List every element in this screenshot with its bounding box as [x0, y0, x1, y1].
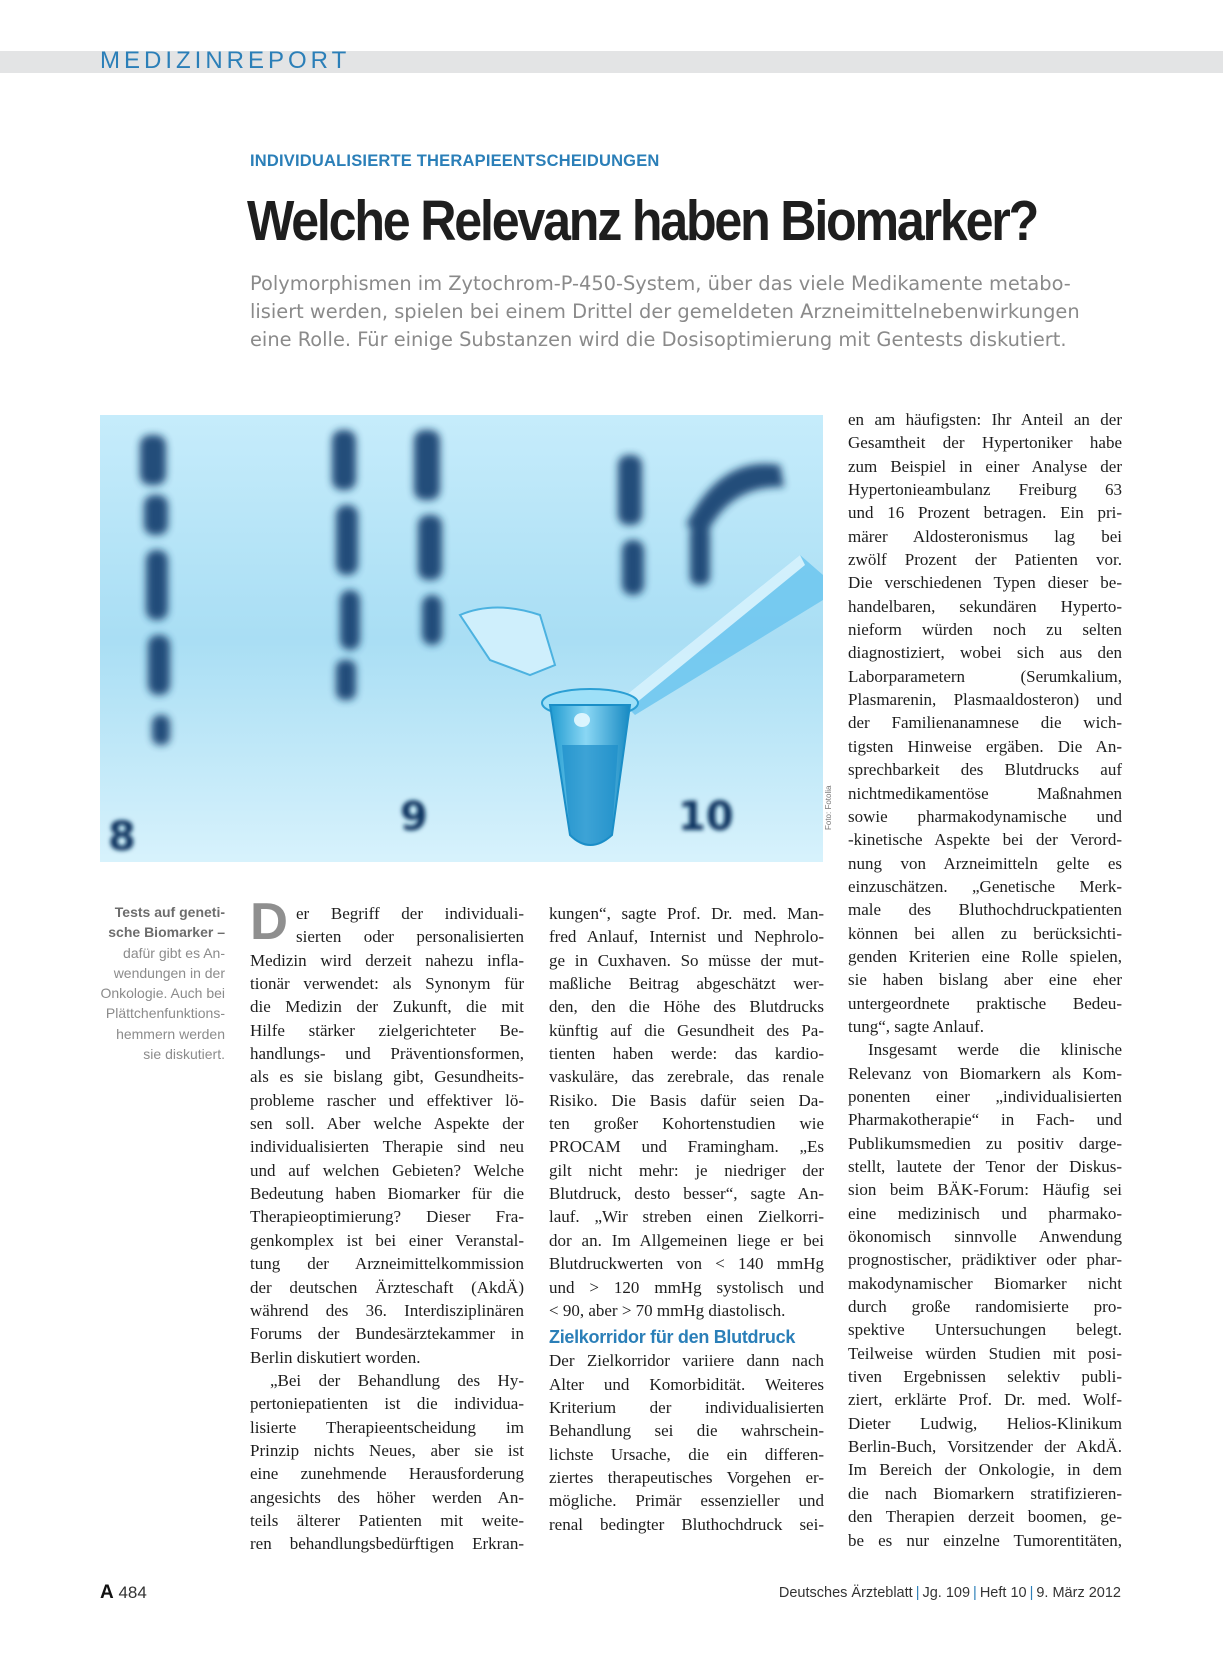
text-line: sowie pharmakodynamische und — [848, 806, 1122, 826]
journal-name: Deutsches Ärzteblatt — [778, 1585, 913, 1601]
text-line: die nach Biomarkern stratifizieren- — [848, 1483, 1122, 1503]
text-line: genden Kriterien eine Rolle spielen, — [848, 946, 1122, 966]
article-photo — [100, 415, 823, 862]
text-line: Berlin-Buch, Vorsitzender der AkdÄ. — [848, 1437, 1122, 1457]
body-column-1 — [250, 902, 524, 1556]
text-line: Relevanz von Biomarkern als Kom- — [848, 1063, 1122, 1083]
text-line: -kinetische Aspekte bei der Verord- — [848, 830, 1122, 850]
text-line: Gesamtheit der Hypertoniker habe — [848, 433, 1122, 453]
text-line: ziert, erklärte Prof. Dr. med. Wolf- — [848, 1390, 1122, 1410]
text-line: Hypertonieambulanz Freiburg 63 — [848, 480, 1122, 500]
text-line: die Medizin der Zukunft, die mit — [250, 997, 524, 1017]
text-line: können bei allen zu berücksichti- — [848, 923, 1122, 943]
text-line: mögliche. Primär essenzieller und — [549, 1491, 824, 1511]
text-line: Pharmakotherapie“ in Fach- und — [848, 1110, 1122, 1130]
text-line: Behandlung sei die wahrschein- — [549, 1421, 824, 1441]
text-line: genkomplex ist bei einer Veranstal- — [250, 1230, 524, 1250]
text-line: tionär verwendet: als Synonym für — [250, 974, 524, 994]
caption-line: Onkologie. Auch bei — [100, 985, 225, 1002]
text-line: Die verschiedenen Typen dieser be- — [848, 573, 1122, 593]
text-line: Kriterium der individualisierten — [549, 1397, 824, 1417]
photo-number-middle: 9 — [400, 794, 428, 840]
text-line: Therapieoptimierung? Dieser Fra- — [250, 1207, 524, 1227]
text-line: diagnostiziert, wobei sich aus den — [848, 643, 1122, 663]
issue: Heft 10 — [979, 1585, 1027, 1601]
text-line: und > 120 mmHg systolisch und — [549, 1277, 824, 1297]
text-line: lisierte Therapieentscheidung im — [250, 1417, 524, 1437]
article-title: Welche Relevanz haben Biomarker? — [247, 189, 1038, 253]
body-column-2 — [549, 902, 824, 1536]
text-line: en am häufigsten: Ihr Anteil an der — [848, 410, 1122, 429]
text-line: ziertes therapeutisches Vorgehen er- — [549, 1467, 824, 1487]
text-line: angesichts des höher werden An- — [250, 1487, 524, 1507]
text-line: nung von Arzneimitteln gelte es — [848, 853, 1122, 873]
text-line: spektive Untersuchungen belegt. — [848, 1320, 1122, 1340]
text-line: dor an. Im Allgemeinen liege er bei — [549, 1230, 824, 1250]
text-line: Der Zielkorridor variiere dann nach — [549, 1351, 824, 1371]
text-line: fred Anlauf, Internist und Nephrolo- — [549, 927, 824, 947]
caption-line: Tests auf geneti- — [114, 904, 225, 920]
publication-info: Deutsches Ärzteblatt | Jg. 109 | Heft 10 | 9. März 2012 — [778, 1585, 1121, 1601]
text-line: durch große randomisierte pro- — [848, 1297, 1122, 1317]
caption-line: Plättchenfunktions- — [105, 1005, 225, 1022]
text-line: sen soll. Aber welche Aspekte der — [250, 1114, 524, 1134]
text-line: Laborparametern (Serumkalium, — [848, 666, 1122, 686]
text-line: pertoniepatienten ist die individua- — [250, 1394, 524, 1414]
text-line: tiven Ergebnissen selektiv publi- — [848, 1367, 1122, 1387]
text-line: Teilweise würden Studien mit posi- — [848, 1343, 1122, 1363]
text-line: Forums der Bundesärztekammer in — [250, 1324, 524, 1344]
text-line: den Therapien derzeit boomen, ge- — [848, 1507, 1122, 1527]
text-line: handlungs- und Präventionsformen, — [250, 1044, 524, 1064]
caption-line: wendungen in der — [113, 964, 225, 981]
text-line: sion beim BÄK-Forum: Häufig sei — [848, 1180, 1122, 1200]
text-line: tigsten Hinweise ergäben. Die An- — [848, 736, 1122, 756]
text-line: gilt nicht mehr: je niedriger der — [549, 1160, 824, 1180]
issue-date: 9. März 2012 — [1036, 1585, 1121, 1601]
caption-line: dafür gibt es An- — [123, 944, 225, 961]
text-line: untergeordnete praktische Bedeu- — [848, 993, 1122, 1013]
text-line: eine zunehmende Herausforderung — [250, 1464, 524, 1484]
text-line: Berlin diskutiert worden. — [250, 1347, 421, 1367]
text-line: Blutdruck, desto besser“, sagte An- — [549, 1184, 824, 1204]
deck-line: lisiert werden, spielen bei einem Drittel der gemeldeten Arzneimittelnebenwirkungen — [250, 300, 1080, 323]
text-line: renal bedingter Bluthochdruck sei- — [549, 1514, 824, 1534]
text-line: < 90, aber > 70 mmHg diastolisch. — [549, 1300, 786, 1320]
text-line: kungen“, sagte Prof. Dr. med. Man- — [549, 904, 824, 923]
text-line: makodynamischer Biomarker nicht — [848, 1273, 1122, 1293]
text-line: ren behandlungsbedürftigen Erkran- — [250, 1534, 524, 1554]
text-line: Hilfe stärker zielgerichteter Be- — [250, 1020, 524, 1040]
deck-line: eine Rolle. Für einige Substanzen wird die Dosisoptimierung mit Gentests diskutiert. — [250, 328, 1067, 351]
text-line: künftig auf die Gesundheit des Pa- — [549, 1020, 824, 1040]
text-line: eine medizinisch und pharmako- — [848, 1203, 1122, 1223]
text-line: Alter und Komorbidität. Weiteres — [549, 1374, 824, 1394]
text-line: Prinzip nichts Neues, aber sie ist — [250, 1440, 524, 1460]
text-line: ge in Cuxhaven. So müsse der mut- — [549, 950, 824, 970]
page-prefix: A — [100, 1582, 114, 1603]
deck-line: Polymorphismen im Zytochrom-P-450-System, über das viele Medikamente metabo- — [250, 272, 1071, 295]
article-kicker: INDIVIDUALISIERTE THERAPIEENTSCHEIDUNGEN — [250, 152, 660, 170]
text-line: sprechbarkeit des Blutdrucks auf — [848, 760, 1122, 780]
text-line: sierten oder personalisierten — [296, 927, 524, 947]
text-line: nichtmedikamentöse Maßnahmen — [848, 783, 1122, 803]
text-line: Insgesamt werde die klinische — [868, 1040, 1122, 1060]
text-line: der deutschen Ärzteschaft (AkdÄ) — [250, 1277, 524, 1297]
text-line: ponenten einer „individualisierten — [848, 1086, 1122, 1106]
text-line: „Bei der Behandlung des Hy- — [270, 1370, 524, 1390]
page-number-value: 484 — [118, 1583, 147, 1602]
text-line: ten großer Kohortenstudien wie — [549, 1114, 824, 1134]
text-line: tienten haben werde: das kardio- — [549, 1044, 824, 1064]
text-line: prognostischer, prädiktiver oder phar- — [848, 1250, 1122, 1270]
text-line: stellt, lautete der Tenor der Diskus- — [848, 1157, 1122, 1176]
text-line: tung der Arzneimittelkommission — [250, 1254, 524, 1274]
text-line: Dieter Ludwig, Helios-Klinikum — [848, 1413, 1122, 1433]
text-line: handelbaren, sekundären Hyperto- — [848, 596, 1122, 616]
page-number — [100, 1582, 147, 1604]
text-line: vaskuläre, das zerebrale, das renale — [549, 1067, 824, 1087]
text-line: der Familienanamnese die wich- — [848, 713, 1122, 733]
text-line: als es sie bislang gibt, Gesundheits- — [250, 1067, 524, 1087]
caption-line: hemmern werden — [116, 1025, 225, 1042]
text-line: Plasmarenin, Plasmaaldosteron) und — [848, 690, 1122, 710]
text-line: teils älterer Patienten mit weite- — [250, 1510, 524, 1530]
text-line: den, den die Höhe des Blutdrucks — [549, 997, 824, 1017]
text-line: ökonomisch sinnvolle Anwendung — [848, 1227, 1122, 1247]
photo-number-left: 8 — [108, 814, 136, 860]
text-line: PROCAM und Framingham. „Es — [549, 1137, 824, 1157]
text-line: er Begriff der individuali- — [296, 904, 524, 923]
photo-number-right: 10 — [678, 794, 734, 840]
article-deck — [250, 270, 1120, 354]
text-line: einzuschätzen. „Genetische Merk- — [848, 876, 1122, 896]
text-line: Risiko. Die Basis dafür seien Da- — [549, 1090, 824, 1110]
text-line: Blutdruckwerten von < 140 mmHg — [549, 1254, 824, 1274]
text-line: be es nur einzelne Tumorentitäten, — [848, 1530, 1122, 1550]
body-column-3 — [848, 408, 1122, 1552]
text-line: male des Bluthochdruckpatienten — [848, 900, 1122, 920]
volume: Jg. 109 — [922, 1585, 971, 1601]
text-line: tung“, sagte Anlauf. — [848, 1016, 984, 1036]
text-line: und 16 Prozent betragen. Ein pri- — [848, 503, 1122, 523]
text-line: während des 36. Interdisziplinären — [250, 1300, 524, 1320]
text-line: individualisierten Therapie sind neu — [250, 1137, 524, 1157]
text-line: nieform würden noch zu selten — [848, 620, 1122, 640]
text-line: probleme rascher und effektiver lö- — [250, 1090, 524, 1110]
text-line: märer Aldosteronismus lag bei — [848, 526, 1122, 546]
drop-cap-letter: D — [250, 901, 288, 941]
text-line: sie haben bislang aber eine eher — [848, 970, 1122, 990]
text-line: Publikumsmedien zu positiv darge- — [848, 1133, 1122, 1153]
text-line: Im Bereich der Onkologie, in dem — [848, 1460, 1122, 1480]
text-line: Medizin wird derzeit nahezu infla- — [250, 950, 524, 970]
text-line: Bedeutung haben Biomarker für die — [250, 1184, 524, 1204]
text-line: und auf welchen Gebieten? Welche — [250, 1160, 524, 1180]
caption-line: sche Biomarker – — [108, 924, 225, 941]
photo-caption — [95, 902, 225, 1064]
subheading: Zielkorridor für den Blutdruck — [549, 1327, 796, 1348]
caption-line: sie diskutiert. — [143, 1046, 225, 1063]
photo-illustration — [100, 415, 823, 862]
section-label: MEDIZINREPORT — [100, 47, 351, 74]
text-line: zwölf Prozent der Patienten vor. — [848, 550, 1122, 570]
photo-credit: Foto: Fotolia — [824, 785, 833, 830]
text-line: lichste Ursache, die ein differen- — [549, 1444, 824, 1464]
text-line: lauf. „Wir streben einen Zielkorri- — [549, 1207, 824, 1227]
text-line: maßliche Beitrag abgeschätzt wer- — [549, 974, 824, 994]
text-line: zum Beispiel in einer Analyse der — [848, 456, 1122, 476]
